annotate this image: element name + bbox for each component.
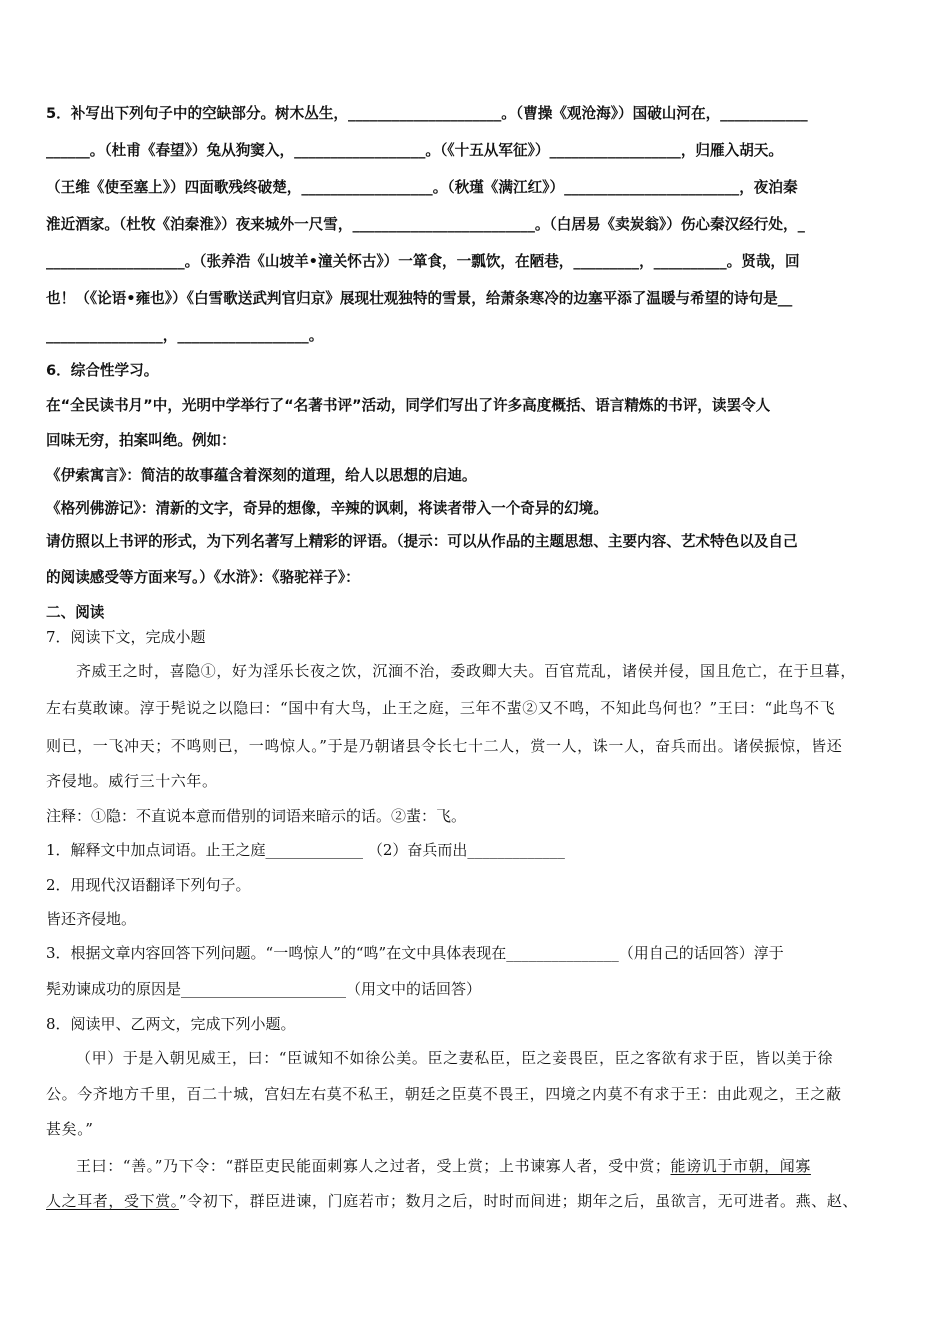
q5-line-7: ________________，__________________。 [46, 327, 324, 344]
q6-line-2: 回味无穷，拍案叫绝。例如： [46, 432, 236, 449]
q5-line-5: ___________________。（张养浩《山坡羊•潼关怀古》）一箪食，一瓢饮，在陋巷，_________，__________。贤哉，回 [46, 253, 800, 270]
q5-line-1: 5．补写出下列句子中的空缺部分。树木丛生，_____________________。（曹操《观沧海》）国破山河在，____________ [46, 105, 808, 122]
q5-line-3: （王维《使至塞上》）四面歌残终破楚，__________________。（秋瑾《满江红》）________________________，夜泊秦 [46, 179, 798, 196]
q6-example-2: 《格列佛游记》：清新的文字，奇异的想像，辛辣的讽刺，将读者带入一个奇异的幻境。 [46, 500, 608, 517]
q8-passage-line-5-text: ”令初下，群臣进谏，门庭若市；数月之后，时时而间进；期年之后，虽欲言，无可进者。燕、赵、 [178, 1192, 858, 1210]
q5-line-6: 也！（《论语•雍也》）《白雪歌送武判官归京》展现壮观独特的雪景，给萧条寒冷的边塞平添了温暖与希望的诗句是__ [46, 290, 793, 307]
q6-line-3: 请仿照以上书评的形式，为下列名著写上精彩的评语。（提示：可以从作品的主题思想、主要内容、艺术特色以及自己 [46, 533, 798, 550]
q8-passage-line-4 [76, 1156, 906, 1176]
q6-line-1: 在“全民读书月”中，光明中学举行了“名著书评”活动，同学们写出了许多高度概括、语言精炼的书评，读罢令人 [46, 397, 771, 414]
q8-passage-line-4-text: 王曰：“善。”乃下令：“群臣吏民能面刺寡人之过者，受上赏；上书谏寡人者，受中赏； [76, 1157, 671, 1175]
q7-sub-3-line-2: 髡劝谏成功的原因是______________________（用文中的话回答） [46, 980, 482, 998]
q8-passage-line-5 [46, 1191, 906, 1211]
q7-sub-1: 1．解释文中加点词语。止王之庭_____________ （2）奋兵而出_____________ [46, 841, 565, 859]
q8-passage-line-1: （甲）于是入朝见威王，曰：“臣诚知不如徐公美。臣之妻私臣，臣之妾畏臣，臣之客欲有求于臣，皆以美于徐 [76, 1049, 834, 1067]
q8-passage-line-2: 公。今齐地方千里，百二十城，宫妇左右莫不私王，朝廷之臣莫不畏王，四境之内莫不有求于王：由此观之，王之蔽 [46, 1085, 842, 1103]
section-reading-title: 二、阅读 [46, 604, 105, 621]
q6-example-1: 《伊索寓言》：简洁的故事蕴含着深刻的道理，给人以思想的启迪。 [46, 467, 477, 484]
q7-passage-line-4: 齐侵地。威行三十六年。 [46, 772, 218, 790]
q8-title: 8．阅读甲、乙两文，完成下列小题。 [46, 1015, 296, 1033]
q6-title: 6．综合性学习。 [46, 362, 159, 379]
q7-title: 7．阅读下文，完成小题 [46, 628, 206, 646]
q8-underlined-sentence-part-1: 能谤讥于市朝，闻寡 [670, 1157, 811, 1175]
q7-passage-line-3: 则已，一飞冲天；不鸣则已，一鸣惊人。”于是乃朝诸县令长七十二人，赏一人，诛一人，奋兵而出。诸侯振惊，皆还 [46, 737, 843, 755]
q5-line-4: 淮近酒家。（杜牧《泊秦淮》）夜来城外一尺雪，_________________________。（白居易《卖炭翁》）伤心秦汉经行处，_ [46, 216, 805, 233]
q8-passage-line-3: 甚矣。” [46, 1120, 94, 1138]
q5-line-2: ______。（杜甫《春望》）兔从狗窦入，__________________。（《十五从军征》）__________________，归雁入胡天。 [46, 142, 783, 159]
q7-notes: 注释：①隐：不直说本意而借别的词语来暗示的话。②蜚：飞。 [46, 807, 467, 825]
q7-passage-line-2: 左右莫敢谏。淳于髡说之以隐曰：“国中有大鸟，止王之庭，三年不蜚②又不鸣，不知此鸟何也？”王曰：“此鸟不飞 [46, 699, 836, 717]
q7-sub-2: 2．用现代汉语翻译下列句子。 [46, 876, 251, 894]
q6-line-4: 的阅读感受等方面来写。）《水浒》：《骆驼祥子》： [46, 569, 360, 586]
q8-underlined-sentence-part-2: 人之耳者，受下赏。 [46, 1192, 179, 1210]
q7-sub-3-line-1: 3．根据文章内容回答下列问题。“一鸣惊人”的“鸣”在文中具体表现在_______________（用自己的话回答）淳于 [46, 944, 784, 962]
q7-sub-2-sentence: 皆还齐侵地。 [46, 910, 137, 928]
q7-passage-line-1: 齐威王之时，喜隐①，好为淫乐长夜之饮，沉湎不治，委政卿大夫。百官荒乱，诸侯并侵，国且危亡，在于旦暮， [76, 662, 857, 680]
